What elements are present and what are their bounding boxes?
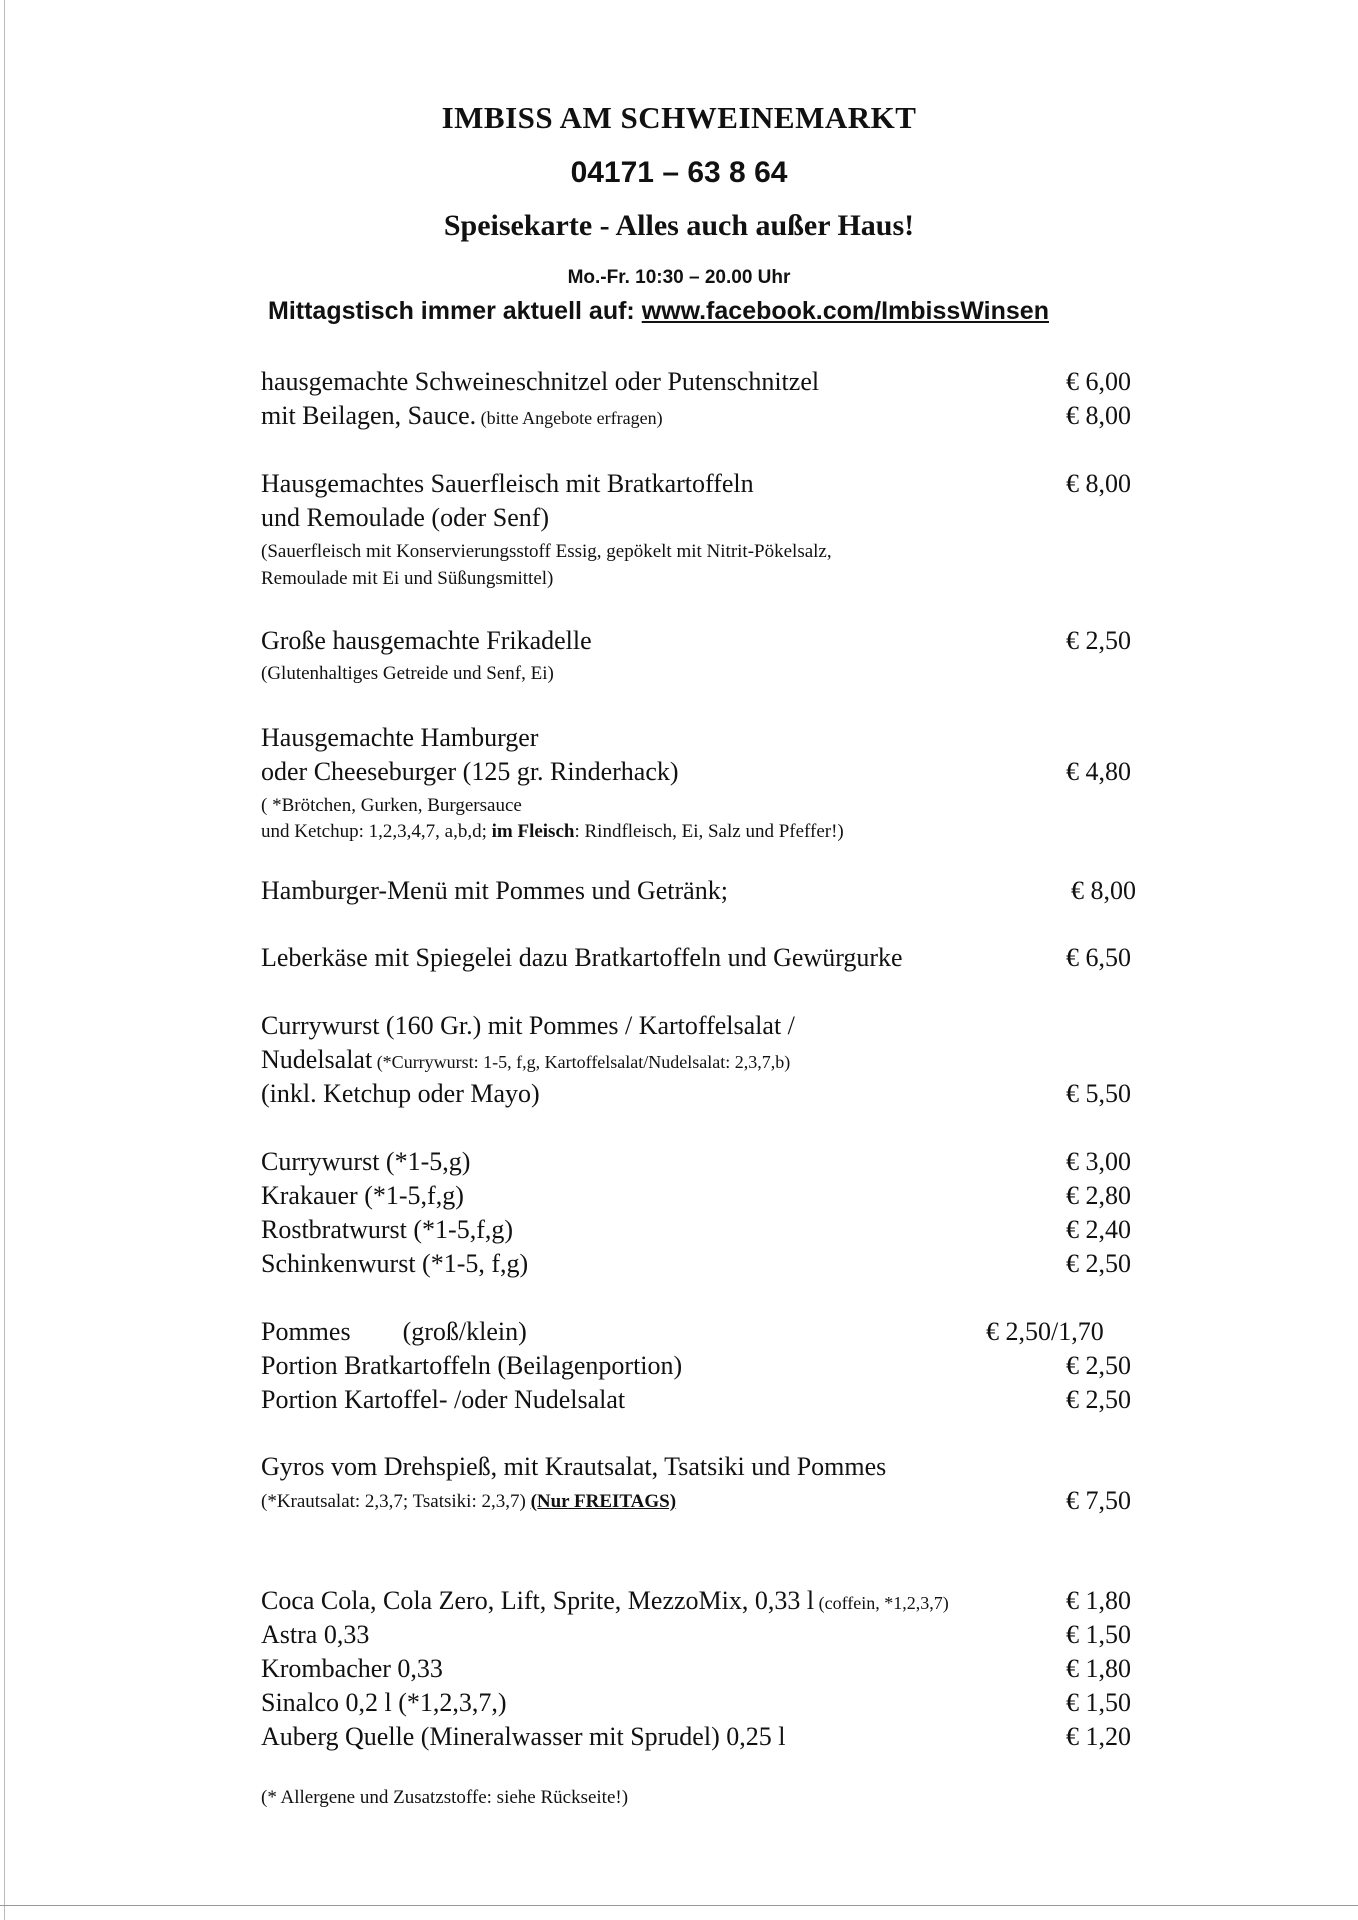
drink-item: Krombacher 0,33 <box>261 1654 443 1683</box>
allergen-footnote: (* Allergene und Zusatzstoffe: siehe Rückseite!) <box>261 1787 629 1808</box>
gyros-note <box>261 1490 676 1514</box>
drink-price: € 1,50 <box>1066 1688 1131 1717</box>
leberkaese-price: € 6,50 <box>1066 943 1131 972</box>
side-item: Portion Kartoffel- /oder Nudelsalat <box>261 1385 626 1414</box>
currywurst-menu-line-2-text: Nudelsalat <box>261 1045 373 1074</box>
gyros-price: € 7,50 <box>1066 1486 1131 1515</box>
sauerfleisch-note-1: (Sauerfleisch mit Konservierungsstoff Essig, gepökelt mit Nitrit-Pökelsalz, <box>261 541 832 562</box>
gyros-note-text: (*Krautsalat: 2,3,7; Tsatsiki: 2,3,7) <box>261 1491 531 1512</box>
hamburger-note-2c: : Rindfleisch, Ei, Salz und Pfeffer!) <box>574 821 844 842</box>
phone-number: 04171 – 63 8 64 <box>570 156 788 189</box>
currywurst-menu-line-3: (inkl. Ketchup oder Mayo) <box>261 1079 540 1108</box>
wurst-item: Schinkenwurst (*1-5, f,g) <box>261 1249 529 1278</box>
drink-price: € 1,80 <box>1066 1654 1131 1683</box>
schnitzel-price-1: € 6,00 <box>1066 367 1131 396</box>
lunch-info <box>268 297 1049 326</box>
hamburger-price: € 4,80 <box>1066 757 1131 786</box>
sauerfleisch-line-2: und Remoulade (oder Senf) <box>261 503 550 532</box>
schnitzel-price-2: € 8,00 <box>1066 401 1131 430</box>
schnitzel-note: (bitte Angebote erfragen) <box>476 408 663 428</box>
hamburger-line-1: Hausgemachte Hamburger <box>261 723 539 752</box>
hamburger-note-2b: im Fleisch <box>491 821 575 842</box>
currywurst-menu-line-1: Currywurst (160 Gr.) mit Pommes / Kartoffelsalat / <box>261 1011 795 1040</box>
leberkaese-line: Leberkäse mit Spiegelei dazu Bratkartoffeln und Gewürgurke <box>261 943 903 972</box>
wurst-price: € 2,80 <box>1066 1181 1131 1210</box>
drink-note: (coffein, *1,2,3,7) <box>814 1593 949 1613</box>
schnitzel-line-1: hausgemachte Schweineschnitzel oder Putenschnitzel <box>261 367 820 396</box>
wurst-price: € 2,40 <box>1066 1215 1131 1244</box>
gyros-friday-note: (Nur FREITAGS) <box>530 1491 677 1512</box>
sauerfleisch-line-1: Hausgemachtes Sauerfleisch mit Bratkartoffeln <box>261 469 754 498</box>
frikadelle-line-1: Große hausgemachte Frikadelle <box>261 626 592 655</box>
frikadelle-price: € 2,50 <box>1066 626 1131 655</box>
sauerfleisch-note-2: Remoulade mit Ei und Süßungsmittel) <box>261 568 554 589</box>
lunch-prefix: Mittagstisch immer aktuell auf: <box>268 297 642 325</box>
scan-edge-bottom <box>0 1905 1358 1906</box>
facebook-link[interactable]: www.facebook.com/ImbissWinsen <box>641 297 1049 325</box>
hamburger-line-2: oder Cheeseburger (125 gr. Rinderhack) <box>261 757 679 786</box>
drink-item: Astra 0,33 <box>261 1620 370 1649</box>
wurst-item: Rostbratwurst (*1-5,f,g) <box>261 1215 514 1244</box>
restaurant-name: IMBISS AM SCHWEINEMARKT <box>441 100 917 135</box>
wurst-price: € 3,00 <box>1066 1147 1131 1176</box>
hamburger-menu-line: Hamburger-Menü mit Pommes und Getränk; <box>261 876 728 905</box>
sauerfleisch-price: € 8,00 <box>1066 469 1131 498</box>
gyros-line: Gyros vom Drehspieß, mit Krautsalat, Tsatsiki und Pommes <box>261 1452 887 1481</box>
hamburger-menu-price: € 8,00 <box>1071 876 1136 905</box>
drink-price: € 1,20 <box>1066 1722 1131 1751</box>
drink-price: € 1,50 <box>1066 1620 1131 1649</box>
wurst-price: € 2,50 <box>1066 1249 1131 1278</box>
wurst-item: Currywurst (*1-5,g) <box>261 1147 471 1176</box>
side-item: Portion Bratkartoffeln (Beilagenportion) <box>261 1351 683 1380</box>
menu-subtitle: Speisekarte - Alles auch außer Haus! <box>443 209 915 242</box>
side-price: € 2,50 <box>1066 1351 1131 1380</box>
currywurst-menu-note: (*Currywurst: 1-5, f,g, Kartoffelsalat/Nudelsalat: 2,3,7,b) <box>372 1052 791 1072</box>
currywurst-menu-price: € 5,50 <box>1066 1079 1131 1108</box>
side-price: € 2,50/1,70 <box>986 1317 1104 1346</box>
drink-price: € 1,80 <box>1066 1586 1131 1615</box>
currywurst-menu-line-2 <box>261 1045 790 1077</box>
hamburger-note-1: ( *Brötchen, Gurken, Burgersauce <box>261 795 522 816</box>
frikadelle-note: (Glutenhaltiges Getreide und Senf, Ei) <box>261 663 554 684</box>
drink-item <box>261 1586 949 1618</box>
opening-hours: Mo.-Fr. 10:30 – 20.00 Uhr <box>567 267 791 288</box>
side-price: € 2,50 <box>1066 1385 1131 1414</box>
wurst-item: Krakauer (*1-5,f,g) <box>261 1181 464 1210</box>
drink-name: Coca Cola, Cola Zero, Lift, Sprite, MezzoMix, 0,33 l <box>261 1586 815 1615</box>
hamburger-note-2a: und Ketchup: 1,2,3,4,7, a,b,d; <box>261 821 492 842</box>
side-item: Pommes (groß/klein) <box>261 1317 527 1346</box>
drink-item: Auberg Quelle (Mineralwasser mit Sprudel) 0,25 l <box>261 1722 786 1751</box>
drink-item: Sinalco 0,2 l (*1,2,3,7,) <box>261 1688 507 1717</box>
schnitzel-line-2-text: mit Beilagen, Sauce. <box>261 401 477 430</box>
schnitzel-line-2 <box>261 401 663 433</box>
hamburger-note-2 <box>261 820 844 844</box>
